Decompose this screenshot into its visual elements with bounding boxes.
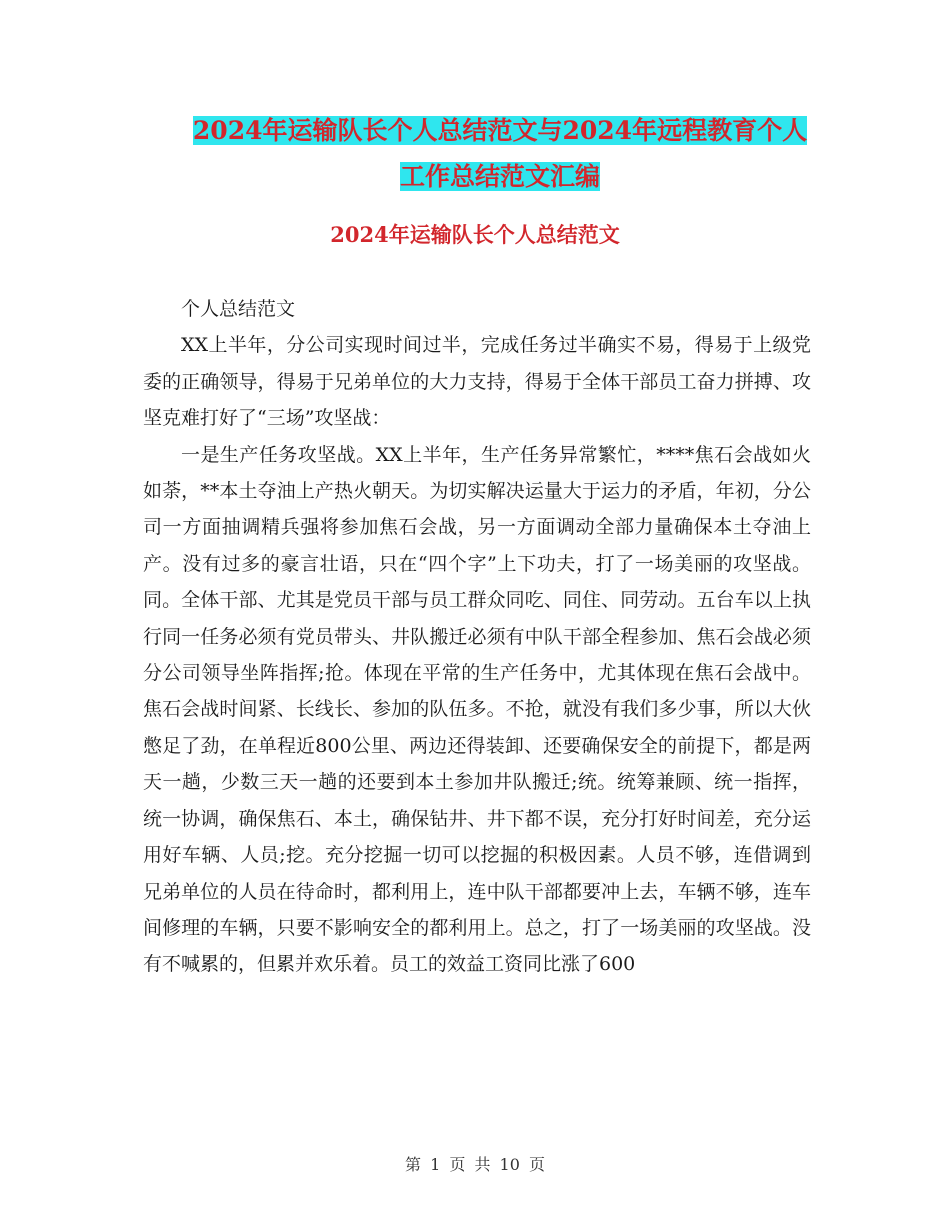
body-text bbox=[143, 291, 811, 983]
document-title-line-1: 2024年运输队长个人总结范文与2024年远程教育个人 bbox=[192, 116, 808, 145]
document-title-line-2: 工作总结范文汇编 bbox=[399, 162, 600, 191]
paragraph-subtitle: 个人总结范文 bbox=[181, 298, 296, 320]
document-title bbox=[140, 108, 860, 200]
section-title: 2024年运输队长个人总结范文 bbox=[330, 222, 620, 247]
page-footer: 第 1 页 共 10 页 bbox=[405, 1155, 545, 1174]
paragraph-intro: XX上半年，分公司实现时间过半，完成任务过半确实不易，得易于上级党委的正确领导，得易于兄弟单位的大力支持，得易于全体干部员工奋力拼搏、攻坚克难打好了“三场”攻坚战： bbox=[143, 334, 811, 430]
paragraph-production: 一是生产任务攻坚战。XX上半年，生产任务异常繁忙，****焦石会战如火如荼，**本土夺油上产热火朝天。为切实解决运量大于运力的矛盾，年初，分公司一方面抽调精兵强将参加焦石会战，另一方面调动全部力量确保本土夺油上产。没有过多的豪言壮语，只在“四个字”上下功夫，打了一场美丽的攻坚战。同。全体干部、尤其是党员干部与员工群众同吃、同住、同劳动。五台车以上执行同一任务必须有党员带头、井队搬迁必须有中队干部全程参加、焦石会战必须分公司领导坐阵指挥;抢。体现在平常的生产任务中，尤其体现在焦石会战中。焦石会战时间紧、长线长、参加的队伍多。不抢，就没有我们多少事，所以大伙憋足了劲，在单程近800公里、两边还得装卸、还要确保安全的前提下，都是两天一趟，少数三天一趟的还要到本土参加井队搬迁;统。统筹兼顾、统一指挥，统一协调，确保焦石、本土，确保钻井、井下都不误，充分打好时间差，充分运用好车辆、人员;挖。充分挖掘一切可以挖掘的积极因素。人员不够，连借调到兄弟单位的人员在待命时，都利用上，连中队干部都要冲上去，车辆不够，连车间修理的车辆，只要不影响安全的都利用上。总之，打了一场美丽的攻坚战。没有不喊累的，但累并欢乐着。员工的效益工资同比涨了600 bbox=[143, 443, 811, 976]
